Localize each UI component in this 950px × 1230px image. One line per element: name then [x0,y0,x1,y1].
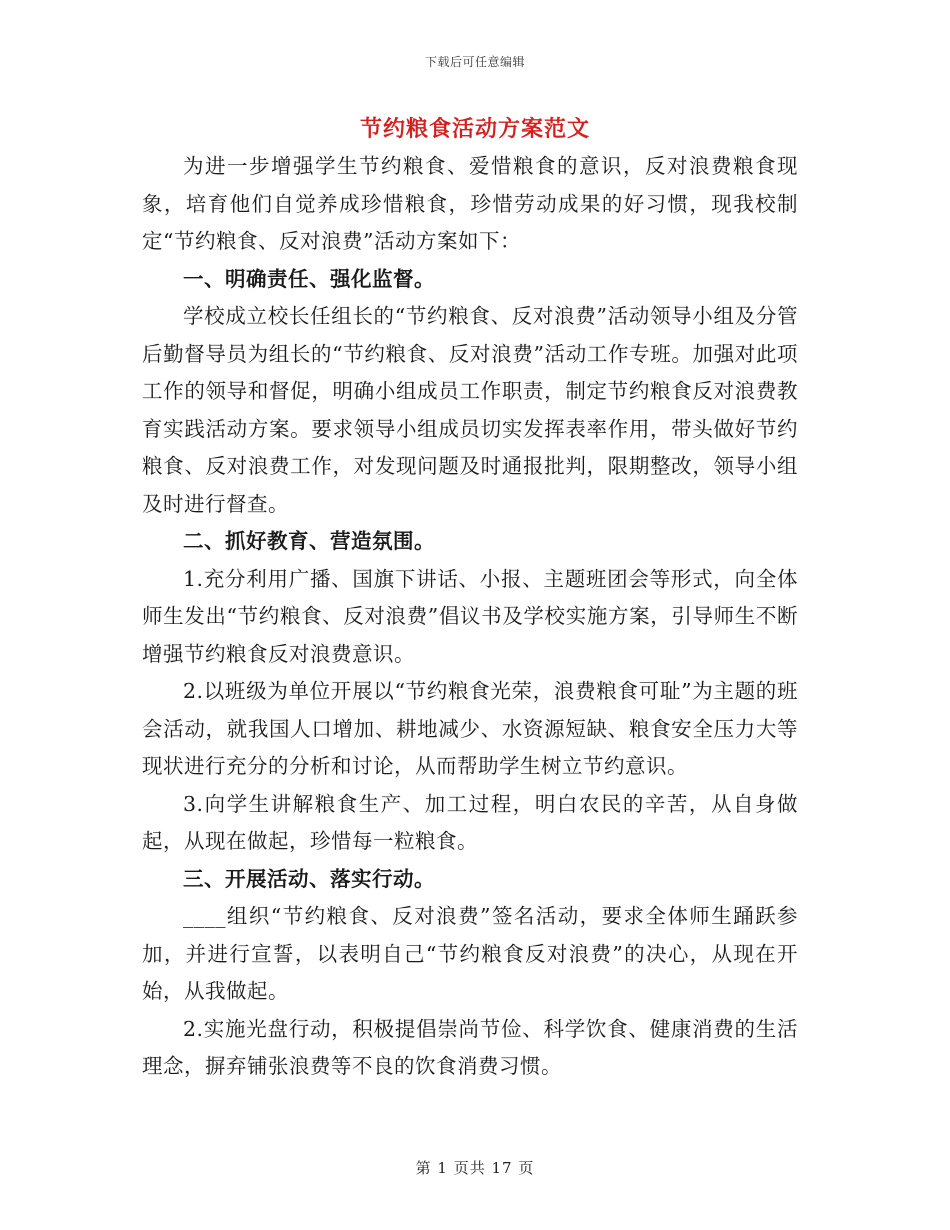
section-2-item-3: 3.向学生讲解粮食生产、加工过程，明白农民的辛苦，从自身做起，从现在做起，珍惜每一粒粮食。 [142,791,798,853]
document-title: 节约粮食活动方案范文 [359,116,590,142]
section-heading-1: 一、明确责任、强化监督。 [183,266,435,291]
section-3-item-1: ____组织“节约粮食、反对浪费”签名活动，要求全体师生踊跃参加，并进行宣誓，以表明自己“节约粮食反对浪费”的决心，从现在开始，从我做起。 [142,904,798,1003]
section-1-paragraph: 学校成立校长任组长的“节约粮食、反对浪费”活动领导小组及分管后勤督导员为组长的“节约粮食、反对浪费”活动工作专班。加强对此项工作的领导和督促，明确小组成员工作职责，制定节约粮食反对浪费教育实践活动方案。要求领导小组成员切实发挥表率作用，带头做好节约粮食、反对浪费工作，对发现问题及时通报批判，限期整改，领导小组及时进行督查。 [142,304,798,516]
intro-paragraph: 为进一步增强学生节约粮食、爱惜粮食的意识，反对浪费粮食现象，培育他们自觉养成珍惜粮食，珍惜劳动成果的好习惯，现我校制定“节约粮食、反对浪费”活动方案如下： [142,154,798,253]
document-body [142,148,798,1086]
section-2-item-1: 1.充分利用广播、国旗下讲话、小报、主题班团会等形式，向全体师生发出“节约粮食、反对浪费”倡议书及学校实施方案，引导师生不断增强节约粮食反对浪费意识。 [142,566,798,666]
section-heading-3: 三、开展活动、落实行动。 [183,866,435,891]
page-number-footer: 第 1 页共 17 页 [415,1159,535,1177]
section-heading-2: 二、抓好教育、营造氛围。 [183,529,435,553]
section-3-item-2: 2.实施光盘行动，积极提倡崇尚节俭、科学饮食、健康消费的生活理念，摒弃铺张浪费等不良的饮食消费习惯。 [142,1016,798,1078]
page-header-note: 下载后可任意编辑 [424,55,525,69]
section-2-item-2: 2.以班级为单位开展以“节约粮食光荣，浪费粮食可耻”为主题的班会活动，就我国人口增加、耕地减少、水资源短缺、粮食安全压力大等现状进行充分的分析和讨论，从而帮助学生树立节约意识。 [142,679,798,778]
